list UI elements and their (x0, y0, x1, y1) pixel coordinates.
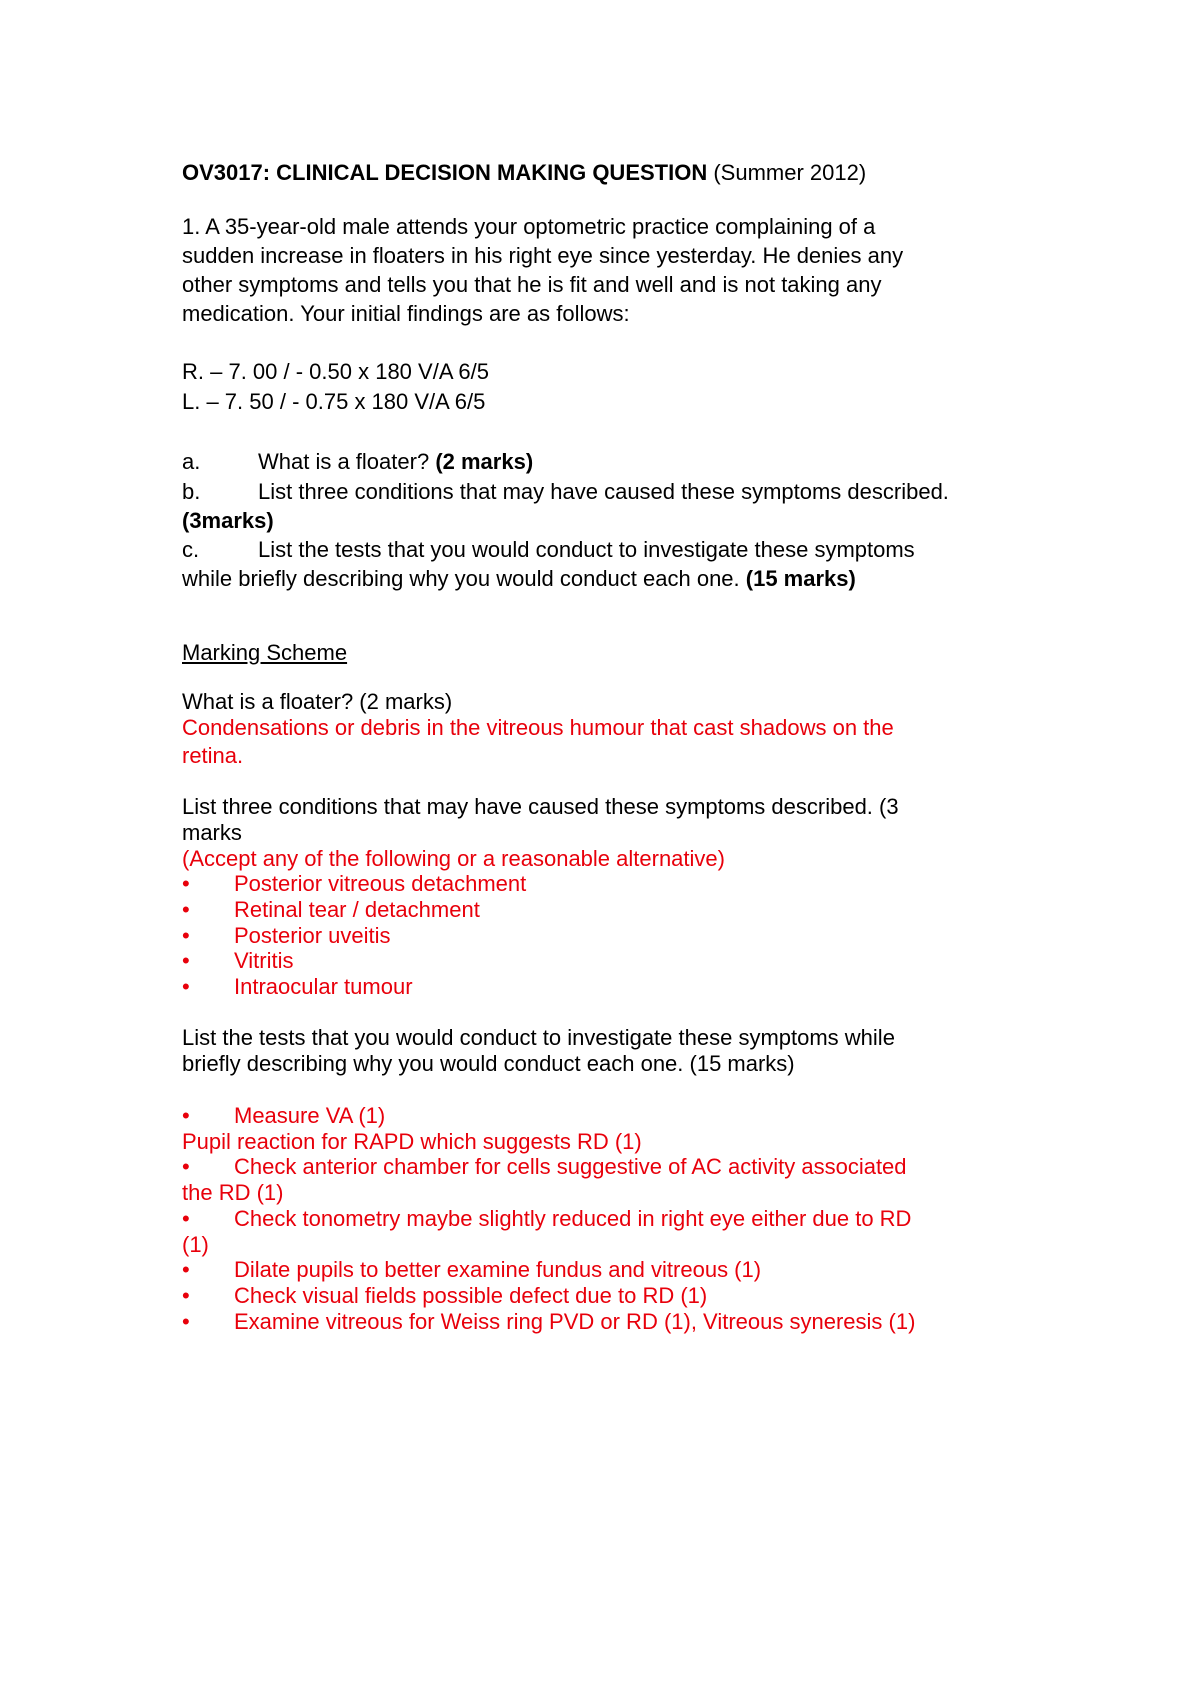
test-label-cont: the RD (1) (182, 1180, 284, 1205)
bullet-icon: • (182, 974, 190, 999)
question-intro-line: sudden increase in floaters in his right eye since yesterday. He denies any (182, 243, 904, 268)
bullet-icon: • (182, 1283, 190, 1308)
bullet-icon: • (182, 948, 190, 973)
condition-label: Vitritis (234, 948, 294, 973)
list-item (182, 1256, 1082, 1284)
finding-right-eye: R. – 7. 00 / - 0.50 x 180 V/A 6/5 (182, 359, 489, 384)
list-item (182, 1153, 1082, 1181)
list-item (182, 1102, 1082, 1130)
list-item (182, 973, 1082, 1001)
marking-q3-prompt: List the tests that you would conduct to investigate these symptoms while (182, 1025, 895, 1050)
test-label: Measure VA (1) (234, 1103, 386, 1128)
part-c-marks: (15 marks) (745, 566, 856, 591)
bullet-icon: • (182, 1103, 190, 1128)
list-item (182, 947, 1082, 975)
test-label: Dilate pupils to better examine fundus and vitreous (1) (234, 1257, 762, 1282)
test-label-cont: (1) (182, 1232, 209, 1257)
title-course: OV3017: CLINICAL DECISION MAKING QUESTION (182, 160, 708, 185)
part-b-text: List three conditions that may have caused these symptoms described. (258, 479, 949, 504)
bullet-icon: • (182, 871, 190, 896)
marking-q1-answer: retina. (182, 743, 244, 768)
part-a-text-wrap (258, 448, 533, 476)
condition-label: Intraocular tumour (234, 974, 413, 999)
marking-q2-prompt: List three conditions that may have caused these symptoms described. (3 (182, 794, 899, 819)
page-title (182, 159, 866, 187)
test-pupil: Pupil reaction for RAPD which suggests RD (1) (182, 1129, 642, 1154)
part-c-line2 (182, 565, 856, 593)
list-item (182, 870, 1082, 898)
test-label: Examine vitreous for Weiss ring PVD or RD (1), Vitreous syneresis (1) (234, 1309, 916, 1334)
question-intro-line: medication. Your initial findings are as follows: (182, 301, 630, 326)
condition-label: Posterior vitreous detachment (234, 871, 527, 896)
bullet-icon: • (182, 1206, 190, 1231)
part-a-marks: (2 marks) (435, 449, 534, 474)
bullet-icon: • (182, 923, 190, 948)
finding-left-eye: L. – 7. 50 / - 0.75 x 180 V/A 6/5 (182, 389, 486, 414)
test-label: Check tonometry maybe slightly reduced in right eye either due to RD (234, 1206, 912, 1231)
marking-q1-answer: Condensations or debris in the vitreous humour that cast shadows on the (182, 715, 894, 740)
bullet-icon: • (182, 1154, 190, 1179)
part-c-label: c. (182, 537, 200, 562)
list-item (182, 1282, 1082, 1310)
test-label: Check anterior chamber for cells suggestive of AC activity associated (234, 1154, 907, 1179)
bullet-icon: • (182, 1309, 190, 1334)
part-c-text-cont: while briefly describing why you would conduct each one. (182, 566, 746, 591)
bullet-icon: • (182, 897, 190, 922)
part-a-label: a. (182, 449, 201, 474)
list-item (182, 922, 1082, 950)
title-session: (Summer 2012) (707, 160, 867, 185)
question-intro-line: 1. A 35-year-old male attends your optometric practice complaining of a (182, 214, 876, 239)
condition-label: Posterior uveitis (234, 923, 391, 948)
marking-q3-prompt: briefly describing why you would conduct each one. (15 marks) (182, 1051, 795, 1076)
test-label: Check visual fields possible defect due to RD (1) (234, 1283, 708, 1308)
marking-q2-prompt: marks (182, 820, 242, 845)
question-part-c (182, 536, 1082, 564)
bullet-icon: • (182, 1257, 190, 1282)
part-b-marks: (3marks) (182, 508, 274, 533)
marking-q2-note: (Accept any of the following or a reasonable alternative) (182, 846, 725, 871)
marking-scheme-heading: Marking Scheme (182, 640, 348, 665)
question-part-b (182, 478, 1082, 506)
question-intro-line: other symptoms and tells you that he is fit and well and is not taking any (182, 272, 882, 297)
part-a-text: What is a floater? (258, 449, 436, 474)
list-item (182, 1308, 1082, 1336)
condition-label: Retinal tear / detachment (234, 897, 480, 922)
marking-q1-prompt: What is a floater? (2 marks) (182, 689, 453, 714)
list-item (182, 896, 1082, 924)
part-b-label: b. (182, 479, 201, 504)
question-part-a (182, 448, 1082, 476)
part-c-text: List the tests that you would conduct to investigate these symptoms (258, 537, 915, 562)
list-item (182, 1205, 1082, 1233)
